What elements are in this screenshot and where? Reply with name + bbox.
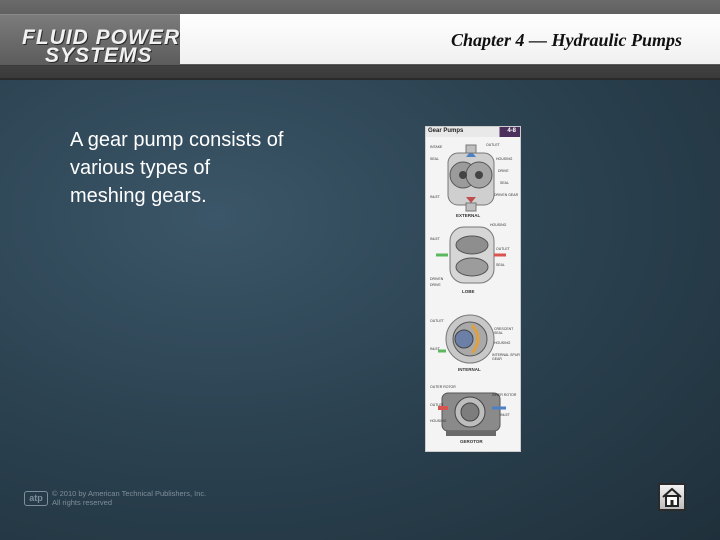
label-lobe-3: SEAL xyxy=(496,263,505,267)
label-ger-2: INNER ROTOR xyxy=(492,393,517,397)
caption-lobe: LOBE xyxy=(462,289,475,294)
label-ger-1: OUTLET xyxy=(430,403,444,407)
label-int-1: CRESCENT SEAL xyxy=(494,327,514,335)
logo-line-2: SYSTEMS xyxy=(45,44,153,67)
label-ext-3: HOUSING xyxy=(496,157,513,161)
gear-pumps-figure xyxy=(425,126,521,452)
home-button[interactable] xyxy=(658,483,686,511)
body-line-3: meshing gears. xyxy=(70,185,207,207)
label-lobe-4: DRIVEN xyxy=(430,277,444,281)
label-lobe-1: INLET xyxy=(430,237,440,241)
chapter-title: Chapter 4 — Hydraulic Pumps xyxy=(450,30,682,50)
label-ext-4: DRIVE xyxy=(498,169,509,173)
caption-internal: INTERNAL xyxy=(458,367,481,372)
label-lobe-0: HOUSING xyxy=(490,223,507,227)
rights-line: All rights reserved xyxy=(52,498,113,507)
gerotor-pump-illustration xyxy=(438,393,506,436)
label-int-0: OUTLET xyxy=(430,319,444,323)
internal-gear-pump-illustration xyxy=(438,315,494,363)
external-gear-pump-illustration xyxy=(448,145,494,211)
caption-gerotor: GEROTOR xyxy=(460,439,483,444)
caption-external: EXTERNAL xyxy=(456,213,481,218)
label-ext-1: OUTLET xyxy=(486,143,500,147)
label-int-2: INLET xyxy=(430,347,440,351)
figure-number: 4-8 xyxy=(507,128,516,134)
body-line-2: various types of xyxy=(70,157,211,179)
slide-body-text xyxy=(70,126,360,210)
label-int-4: INTERNAL SPUR GEAR xyxy=(492,353,520,361)
home-icon xyxy=(660,485,684,509)
header-bar xyxy=(0,0,720,80)
body-line-1: A gear pump consists of xyxy=(70,129,284,151)
publisher-logo: atp xyxy=(24,491,48,506)
label-ext-2: SEAL xyxy=(430,157,439,161)
logo-line-1: FLUID POWER xyxy=(22,26,180,49)
figure-title: Gear Pumps xyxy=(428,128,464,134)
label-ext-7: INLET xyxy=(430,195,440,199)
label-ext-0: INTAKE xyxy=(430,145,443,149)
label-ger-3: INLET xyxy=(500,413,510,417)
label-lobe-2: OUTLET xyxy=(496,247,510,251)
label-ger-0: OUTER ROTOR xyxy=(430,385,456,389)
label-ger-4: HOUSING xyxy=(430,419,447,423)
copyright-line: © 2010 by American Technical Publishers, Inc. xyxy=(52,489,207,498)
label-ext-6: DRIVEN GEAR xyxy=(494,193,519,197)
copyright-text xyxy=(52,489,206,507)
lobe-pump-illustration xyxy=(436,227,506,283)
label-int-3: HOUSING xyxy=(494,341,511,345)
label-lobe-5: DRIVE xyxy=(430,283,441,287)
label-ext-5: SEAL xyxy=(500,181,509,185)
